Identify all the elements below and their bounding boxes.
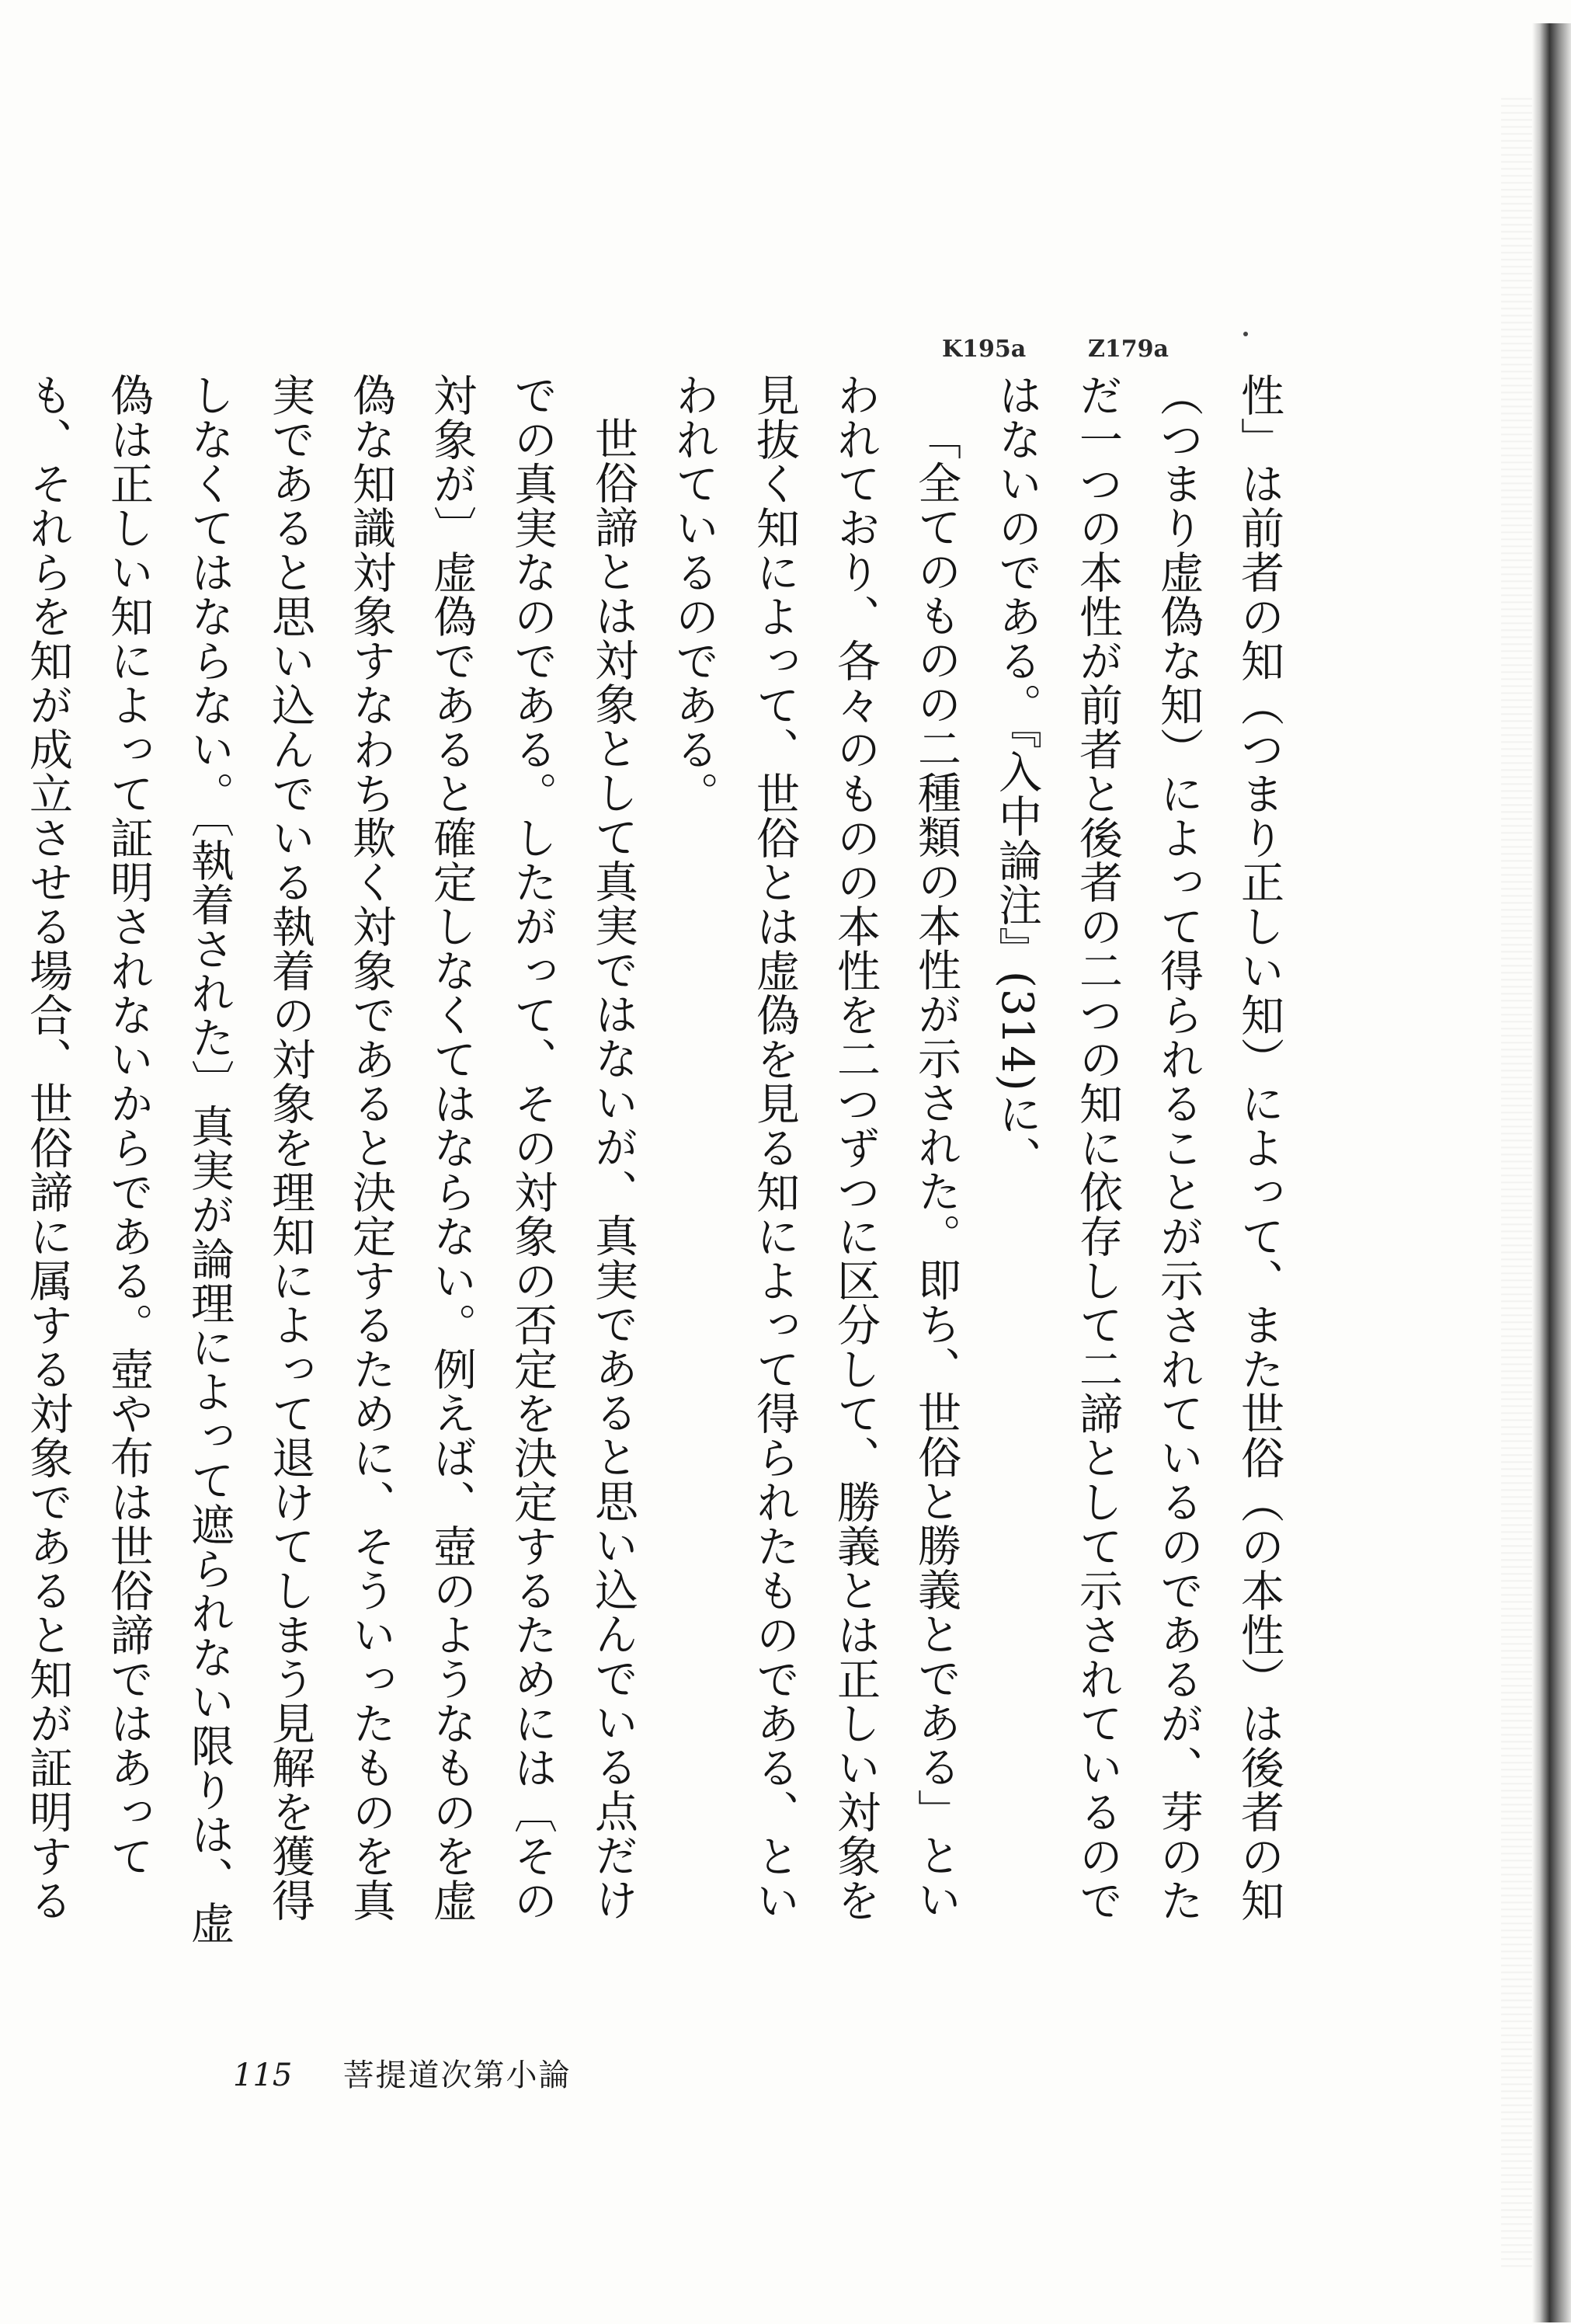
vertical-body-text — [0, 373, 1299, 1957]
paragraph-2: 「全てのものの二種類の本性が示された。即ち、世俗と勝義とである」といわれており、各々のものの本性を二つずつに区分して、勝義とは正しい対象を見抜く知によって、世俗とは虚偽を見る知によって得られたものである、といわれているのである。 — [669, 373, 961, 1922]
paragraph-1: 性」は前者の知（つまり正しい知）によって、また世俗（の本性）は後者の知（つまり虚偽な知）によって得られることが示されているのであるが、芽のただ一つの本性が前者と後者の二つの知に依存して二諦として示されているのではないのである。『入中論注』(314)に、 — [992, 373, 1284, 1922]
binding-gutter-shadow — [1532, 23, 1571, 2322]
margin-dot — [1243, 332, 1248, 336]
marginal-ref-k: K195a — [942, 336, 1027, 363]
page-footer — [233, 2051, 571, 2095]
page-number: 115 — [233, 2058, 293, 2093]
paragraph-3: 世俗諦とは対象として真実ではないが、真実であると思い込んでいる点だけでの真実なのである。したがって、その対象の否定を決定するためには〔その対象が〕虚偽であると確定しなくてはならない。例えば、壺のようなものを虚偽な知識対象すなわち欺く対象であると決定するために、そういったものを真実であると思い込んでいる執着の対象を理知によって退けてしまう見解を獲得しなくてはならない。〔執着された〕真実が論理によって遮られない限りは、虚偽は正しい知によって証明されないからである。壺や布は世俗諦ではあっても、それらを知が成立させる場合、世俗諦に属する対象であると知が証明する — [23, 373, 638, 1945]
marginal-ref-z: Z179a — [1088, 336, 1169, 363]
scan-speckle — [1501, 93, 1532, 2268]
running-title: 菩提道次第小論 — [342, 2058, 572, 2093]
